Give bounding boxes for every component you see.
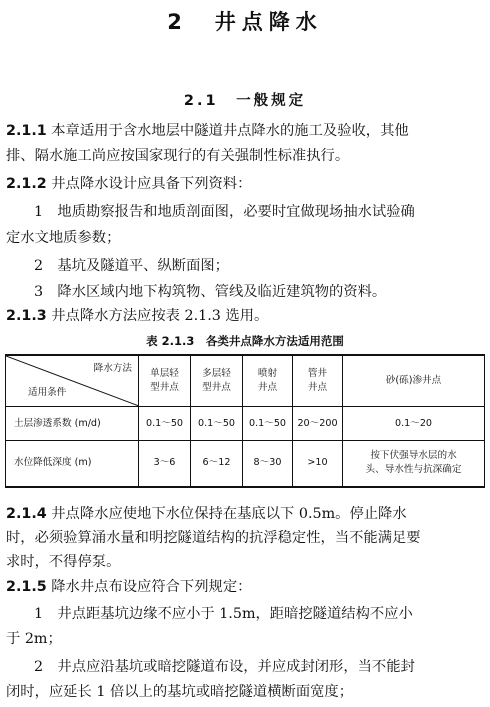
column-header — [293, 355, 343, 407]
header-line: 井点 — [307, 382, 328, 393]
dewatering-methods-table — [5, 354, 485, 488]
clause-text: 本章适用于含水地层中隧道井点降水的施工及验收，其他 — [51, 123, 409, 139]
header-line: 井点 — [257, 382, 278, 393]
clause-number: 2.1.1 — [6, 123, 47, 139]
header-method-label: 降水方法 — [93, 363, 132, 374]
table-cell: 0.1～50 — [191, 407, 243, 441]
header-line: 单层轻 — [150, 368, 179, 379]
table-header-row — [6, 355, 485, 407]
table-cell: 0.1～20 — [343, 407, 485, 441]
table-cell: >10 — [293, 441, 343, 487]
header-condition-label: 适用条件 — [28, 387, 67, 398]
cell-line: 按下伏强导水层的水 — [370, 450, 457, 462]
header-line: 型井点 — [202, 382, 231, 393]
table-cell — [343, 441, 485, 487]
clause-text: 井点降水设计应具备下列资料： — [51, 176, 252, 192]
clause-2-1-2-item1-line1: 1 地质勘察报告和地质剖面图，必要时宜做现场抽水试验确 — [34, 204, 415, 220]
chapter-title: 2 井点降水 — [167, 10, 323, 34]
clause-2-1-2-item3: 3 降水区域内地下构筑物、管线及临近建筑物的资料。 — [34, 284, 387, 300]
clause-2-1-5-item1-line1: 1 井点距基坑边缘不应小于 1.5m，距暗挖隧道结构不应小 — [34, 606, 413, 622]
clause-2-1-1-line2: 排、隔水施工尚应按国家现行的有关强制性标准执行。 — [6, 148, 350, 164]
clause-2-1-4-line2: 时，必须验算涌水量和明挖隧道结构的抗浮稳定性，当不能满足要 — [6, 530, 421, 546]
clause-text: 井点降水方法应按表 2.1.3 选用。 — [51, 308, 269, 324]
section-title: 2.1 一般规定 — [183, 93, 307, 109]
row-label: 水位降低深度 (m) — [6, 441, 139, 487]
header-line: 多层轻 — [202, 368, 231, 379]
clause-number: 2.1.5 — [6, 579, 47, 595]
table-cell: 0.1～50 — [139, 407, 191, 441]
clause-2-1-5-item2-line2: 闭时，应延长 1 倍以上的基坑或暗挖隧道横断面宽度； — [6, 684, 354, 700]
clause-text: 降水井点布设应符合下列规定： — [51, 579, 252, 595]
table-row — [6, 441, 485, 487]
clause-number: 2.1.4 — [6, 506, 47, 522]
clause-2-1-5-item2-line1: 2 井点应沿基坑或暗挖隧道布设，并应成封闭形，当不能封 — [34, 659, 415, 675]
table-cell: 8～30 — [243, 441, 293, 487]
clause-number: 2.1.3 — [6, 308, 47, 324]
cell-line: 头、导水性与抗深确定 — [365, 464, 462, 476]
clause-2-1-5-item1-line2: 于 2m； — [6, 631, 62, 647]
table-cell: 0.1～50 — [243, 407, 293, 441]
clause-2-1-5 — [6, 577, 251, 597]
column-header — [191, 355, 243, 407]
table-cell: 20～200 — [293, 407, 343, 441]
clause-text: 井点降水应使地下水位保持在基底以下 0.5m。停止降水 — [51, 506, 407, 522]
column-header: 砂(砾)渗井点 — [343, 355, 485, 407]
clause-number: 2.1.2 — [6, 176, 47, 192]
clause-2-1-3 — [6, 306, 268, 326]
table-row — [6, 407, 485, 441]
table-caption: 表 2.1.3 各类井点降水方法适用范围 — [146, 334, 344, 348]
header-line: 管井 — [307, 368, 328, 379]
header-line: 型井点 — [150, 382, 179, 393]
clause-2-1-1-line1 — [6, 121, 409, 141]
column-header — [139, 355, 191, 407]
header-line: 喷射 — [257, 368, 278, 379]
clause-2-1-4-line1 — [6, 504, 407, 524]
column-header — [243, 355, 293, 407]
row-label: 土层渗透系数 (m/d) — [6, 407, 139, 441]
diagonal-header-cell — [6, 355, 139, 407]
table-cell: 3～6 — [139, 441, 191, 487]
clause-2-1-2 — [6, 174, 251, 194]
clause-2-1-2-item2: 2 基坑及隧道平、纵断面图； — [34, 258, 229, 274]
clause-2-1-4-line3: 求时，不得停泵。 — [6, 554, 121, 570]
table-cell: 6～12 — [191, 441, 243, 487]
clause-2-1-2-item1-line2: 定水文地质参数； — [6, 230, 121, 246]
